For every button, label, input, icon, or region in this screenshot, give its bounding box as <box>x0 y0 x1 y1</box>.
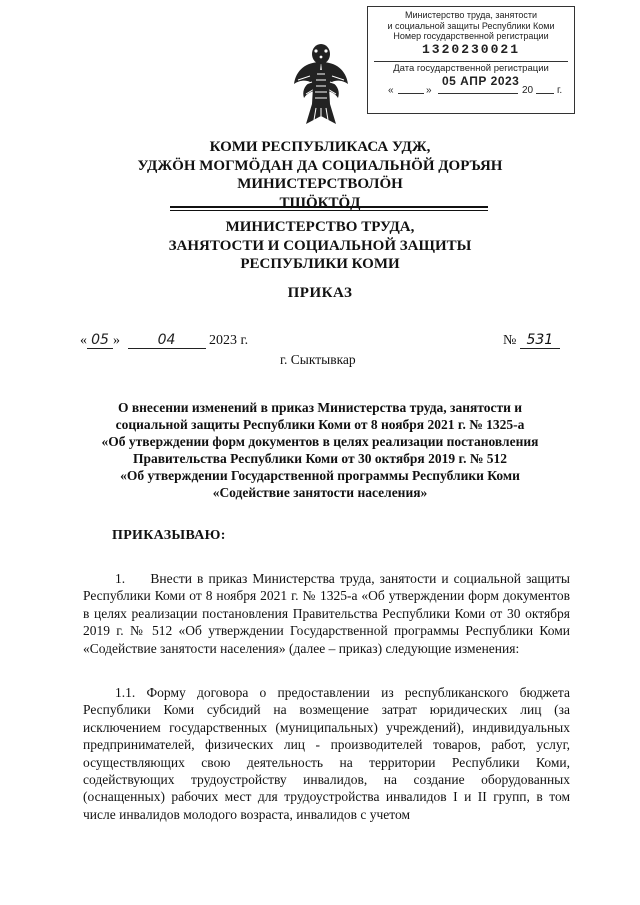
paragraph-1: 1. Внести в приказ Министерства труда, занятости и социальной защиты Республики Коми от 8 ноября 2021 г. № 1325-а «Об утверждении форм документов в целях реализации постановления Правительства Республики Коми от 30 октября 2019 г. № 512 «Об утверждении Государственной программы Республики Коми «Содействие занятости населения» (далее – приказ) следующие изменения: <box>83 571 570 656</box>
subject-line: Правительства Республики Коми от 30 октября 2019 г. № 512 <box>132 451 508 466</box>
stamp-line: Номер государственной регистрации <box>393 31 549 41</box>
document-type: ПРИКАЗ <box>287 285 353 301</box>
heading-line: РЕСПУБЛИКИ КОМИ <box>240 256 400 272</box>
subject-line: социальной защиты Республики Коми от 8 ноября 2021 г. № 1325-а <box>115 417 525 432</box>
quote-open: « <box>80 333 87 348</box>
city: г. Сыктывкар <box>280 352 356 367</box>
stamp-date-label: Дата государственной регистрации <box>393 62 549 74</box>
order-word: ПРИКАЗЫВАЮ: <box>112 528 226 543</box>
subject-line: «Содействие занятости населения» <box>212 485 428 500</box>
ministry-heading <box>0 218 640 274</box>
year-prefix: 20 <box>522 84 534 96</box>
heading-line: КОМИ РЕСПУБЛИКАСА УДЖ, <box>209 139 431 155</box>
year-suffix: г. <box>557 84 563 96</box>
komi-heading <box>0 138 640 212</box>
registration-number: 1320230021 <box>421 41 520 57</box>
underline <box>438 93 518 94</box>
header-rule <box>170 206 488 208</box>
date-day: 05 <box>87 332 113 349</box>
registration-date: 05 АПР 2023 <box>442 74 520 88</box>
subject-line: О внесении изменений в приказ Министерства труда, занятости и <box>117 400 523 415</box>
heading-line: МИНИСТЕРСТВО ТРУДА, <box>225 219 415 235</box>
komi-emblem-icon <box>292 40 350 128</box>
stamp-divider <box>374 61 568 62</box>
number-label: № <box>503 333 517 348</box>
date-year: 2023 г. <box>209 333 249 348</box>
registration-stamp <box>367 6 575 114</box>
order-number <box>503 332 560 349</box>
stamp-date-line <box>376 76 566 98</box>
stamp-line: Министерство труда, занятости <box>405 10 537 20</box>
date-month: 04 <box>128 332 206 349</box>
underline <box>398 93 424 94</box>
quote-close: » <box>426 84 432 96</box>
header-rule <box>170 210 488 211</box>
quote-close: » <box>113 333 120 348</box>
heading-line: ТШӦКТӦД <box>279 194 361 211</box>
heading-line: УДЖӦН МОГМӦДАН ДА СОЦИАЛЬНӦЙ ДОРЪЯН <box>137 157 503 174</box>
order-date <box>80 332 300 352</box>
heading-line: ЗАНЯТОСТИ И СОЦИАЛЬНОЙ ЗАЩИТЫ <box>168 237 472 254</box>
underline <box>536 93 554 94</box>
quote-open: « <box>388 84 394 96</box>
paragraph-1-1: 1.1. Форму договора о предоставлении из республиканского бюджета Республики Коми субсидий на возмещение затрат юридических лиц (за исключением государственных (муниципальных) учреждений), индивидуальных предпринимателей, физических лиц - производителей товаров, работ, услуг, осуществляющих свою деятельность на территории Республики Коми, содействующих трудоустройству инвалидов, на создание оборудованных (оснащенных) рабочих мест для трудоустройства инвалидов I и II групп, в том числе инвалидов молодого возраста, инвалидов с учетом <box>83 685 570 822</box>
stamp-line: и социальной защиты Республики Коми <box>387 20 555 31</box>
heading-line: МИНИСТЕРСТВОЛӦН <box>237 176 403 192</box>
subject-line: «Об утверждении Государственной программы Республики Коми <box>120 468 520 483</box>
subject-line: «Об утверждении форм документов в целях реализации постановления <box>101 434 539 449</box>
number-value: 531 <box>520 332 560 349</box>
order-subject <box>0 399 640 501</box>
